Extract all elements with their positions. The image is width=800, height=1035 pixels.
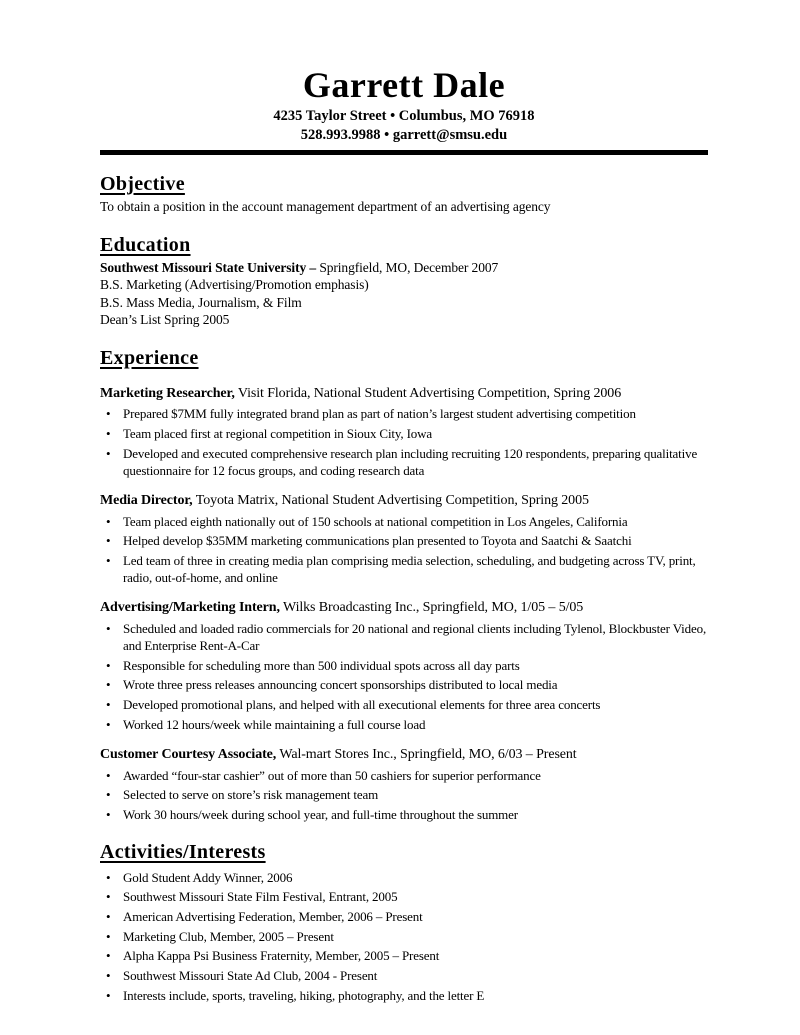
bullet-text: Selected to serve on store’s risk management team [123,787,379,803]
header-divider [100,150,708,155]
bullet-icon: • [106,908,111,924]
job-entry [100,746,708,823]
bullet-icon: • [106,889,111,905]
bullet-text: Led team of three in creating media plan comprising media selection, scheduling, and budgeting across TV, print, radio, out-of-home, and online [123,553,696,586]
section-activities [100,842,708,1004]
bullet-item [100,967,708,984]
activity-text: Southwest Missouri State Film Festival, Entrant, 2005 [123,889,398,905]
bullet-icon: • [106,406,111,422]
bullet-icon: • [106,657,111,673]
bullet-icon: • [106,621,111,637]
bullet-text: Prepared $7MM fully integrated brand plan as part of nation’s largest student advertising competition [123,406,636,422]
bullet-text: Team placed first at regional competition in Sioux City, Iowa [123,426,432,442]
bullet-icon: • [106,767,111,783]
job-title-line [100,385,708,403]
bullet-icon: • [106,806,111,822]
bullet-text: Team placed eighth nationally out of 150 schools at national competition in Los Angeles, California [123,513,628,529]
activity-text: Marketing Club, Member, 2005 – Present [123,928,334,944]
objective-heading: Objective [100,172,185,195]
bullet-item [100,716,708,733]
bullet-item [100,908,708,925]
bullet-item [100,405,708,422]
job-entry [100,492,708,586]
candidate-name: Garrett Dale [302,65,506,105]
bullet-text: Work 30 hours/week during school year, and full-time throughout the summer [123,806,518,822]
address-line: 4235 Taylor Street • Columbus, MO 76918 [273,107,535,124]
job-title-line [100,599,708,617]
education-school-line [100,259,708,277]
bullet-icon: • [106,948,111,964]
school-name: Southwest Missouri State University – [100,259,317,275]
section-experience [100,348,708,823]
section-education [100,235,708,329]
bullet-item [100,552,708,586]
bullet-icon: • [106,869,111,885]
bullet-item [100,445,708,479]
job-title: Marketing Researcher, [100,385,235,401]
bullet-item [100,806,708,823]
bullet-item [100,620,708,654]
job-detail: Toyota Matrix, National Student Advertising Competition, Spring 2005 [192,493,589,509]
bullet-icon: • [106,445,111,461]
job-title-line [100,746,708,764]
job-title: Media Director, [100,493,193,509]
education-heading: Education [100,233,191,256]
bullet-text: Responsible for scheduling more than 500 individual spots across all day parts [123,657,520,673]
school-location-date: Springfield, MO, December 2007 [316,259,499,275]
job-bullet-list [100,513,708,587]
bullet-icon: • [106,987,111,1003]
job-title-line [100,492,708,510]
job-bullet-list [100,620,708,733]
job-title: Customer Courtesy Associate, [100,746,277,762]
activity-text: Interests include, sports, traveling, hiking, photography, and the letter E [123,987,485,1003]
bullet-text: Scheduled and loaded radio commercials for 20 national and regional clients including Tylenol, Blockbuster Video, and Enterprise Rent-A-Car [123,621,707,654]
activity-text: Alpha Kappa Psi Business Fraternity, Member, 2005 – Present [123,948,440,964]
bullet-text: Helped develop $35MM marketing communications plan presented to Toyota and Saatchi & Saatchi [123,533,632,549]
job-entry [100,599,708,733]
experience-heading: Experience [100,346,199,369]
bullet-item [100,532,708,549]
bullet-icon: • [106,533,111,549]
bullet-item [100,928,708,945]
education-degree-line: B.S. Mass Media, Journalism, & Film [100,294,302,310]
bullet-icon: • [106,697,111,713]
job-entry [100,385,708,479]
bullet-text: Worked 12 hours/week while maintaining a full course load [123,716,426,732]
job-detail: Wal-mart Stores Inc., Springfield, MO, 6/03 – Present [276,746,577,762]
activity-text: Southwest Missouri State Ad Club, 2004 - Present [123,967,378,983]
phone-email-line: 528.993.9988 • garrett@smsu.edu [300,127,508,144]
activity-text: Gold Student Addy Winner, 2006 [123,869,293,885]
job-detail: Wilks Broadcasting Inc., Springfield, MO, 1/05 – 5/05 [279,600,584,616]
bullet-icon: • [106,716,111,732]
bullet-item [100,657,708,674]
job-detail: Visit Florida, National Student Advertising Competition, Spring 2006 [234,385,622,401]
bullet-icon: • [106,553,111,569]
education-degree-line: B.S. Marketing (Advertising/Promotion emphasis) [100,277,369,293]
bullet-item [100,676,708,693]
bullet-icon: • [106,967,111,983]
bullet-item [100,696,708,713]
bullet-item [100,947,708,964]
resume-header [100,66,708,155]
bullet-item [100,869,708,886]
bullet-icon: • [106,928,111,944]
bullet-text: Developed and executed comprehensive research plan including recruiting 120 respondents, preparing qualitative questionnaire for 12 focus groups, and coding research data [123,445,698,478]
bullet-icon: • [106,513,111,529]
bullet-item [100,786,708,803]
bullet-text: Awarded “four-star cashier” out of more than 50 cashiers for superior performance [123,767,541,783]
objective-text: To obtain a position in the account management department of an advertising agency [100,198,551,214]
bullet-item [100,425,708,442]
bullet-item [100,987,708,1004]
section-objective [100,174,708,216]
bullet-item [100,513,708,530]
bullet-text: Wrote three press releases announcing concert sponsorships distributed to local media [123,677,558,693]
bullet-icon: • [106,787,111,803]
bullet-item [100,767,708,784]
bullet-item [100,888,708,905]
activities-list [100,869,708,1004]
activities-heading: Activities/Interests [100,841,266,864]
job-bullet-list [100,405,708,479]
bullet-icon: • [106,677,111,693]
bullet-text: Developed promotional plans, and helped with all executional elements for three area concerts [123,697,601,713]
activity-text: American Advertising Federation, Member, 2006 – Present [123,908,423,924]
job-title: Advertising/Marketing Intern, [100,600,280,616]
education-honor-line: Dean’s List Spring 2005 [100,312,230,328]
bullet-icon: • [106,426,111,442]
job-bullet-list [100,767,708,823]
